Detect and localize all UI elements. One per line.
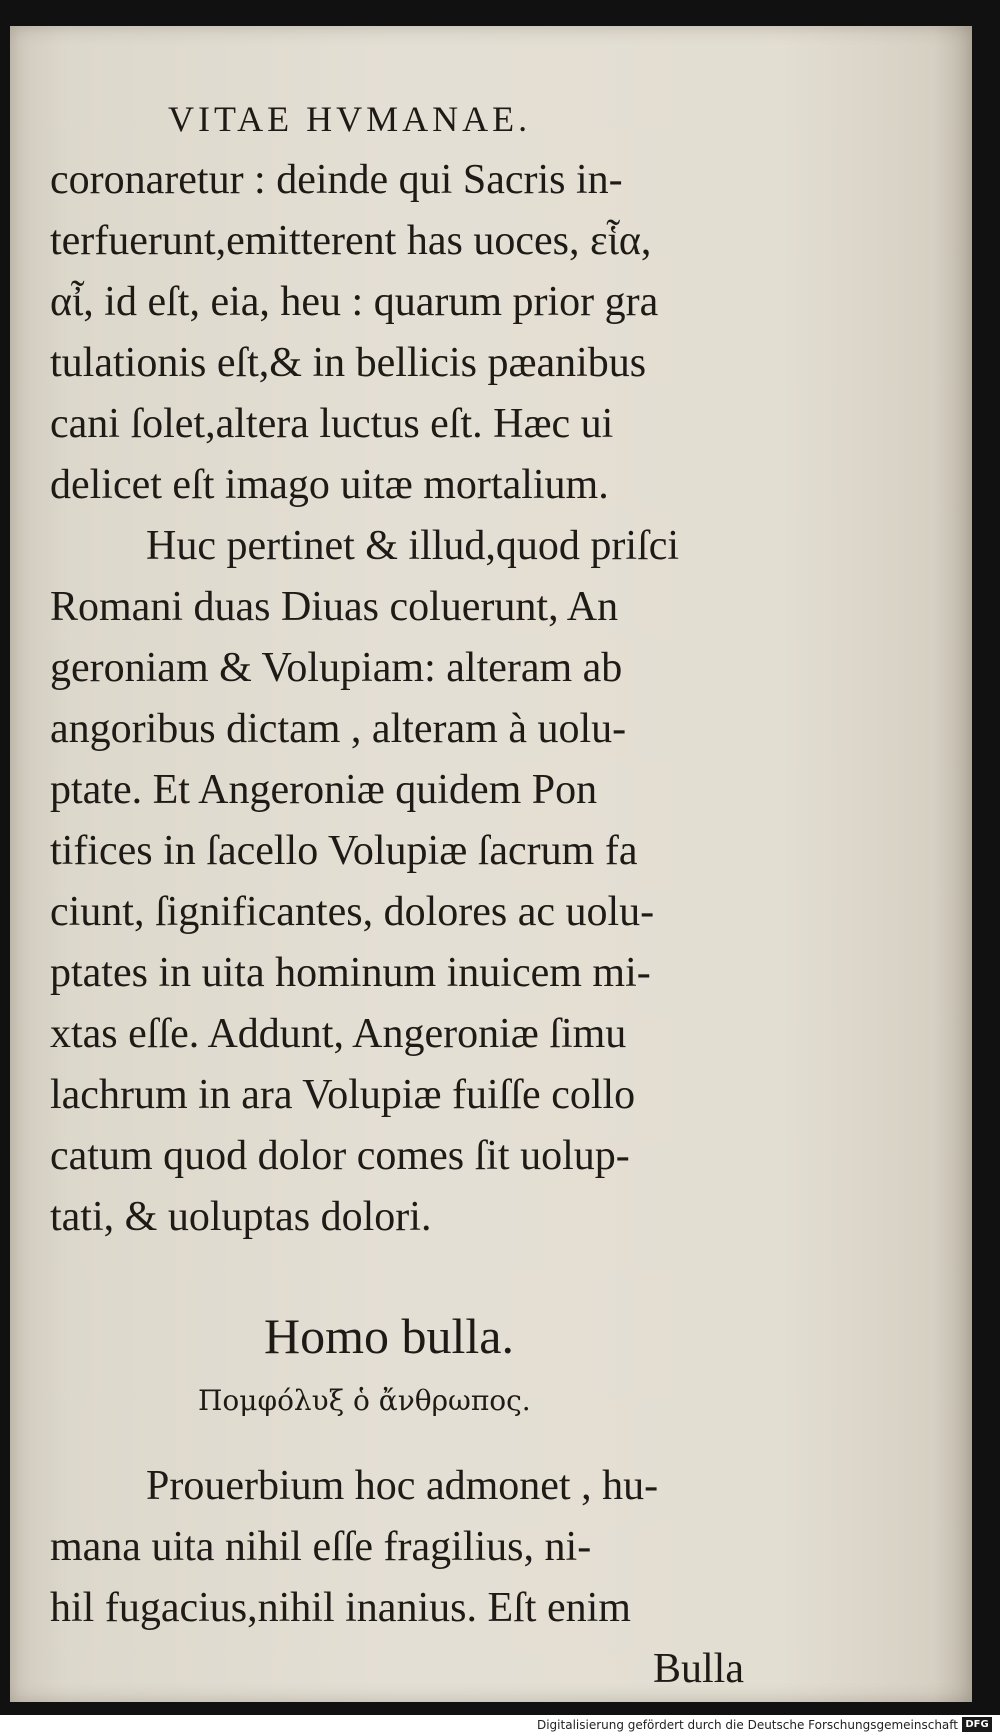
text-line: cani ſolet,altera luctus eſt. Hæc ui — [50, 401, 614, 447]
section-title: Homo bulla. — [264, 1308, 514, 1364]
text-line: terfuerunt,emitterent has uoces, εἷα, — [50, 218, 652, 264]
text-line: xtas eſſe. Addunt, Angeroniæ ſimu — [50, 1011, 627, 1057]
text-line: tifices in ſacello Volupiæ ſacrum fa — [50, 828, 638, 874]
book-page — [10, 26, 972, 1702]
text-line: delicet eſt imago uitæ mortalium. — [50, 462, 609, 508]
text-line: hil fugacius,nihil inanius. Eſt enim — [50, 1585, 631, 1631]
greek-subtitle: Πομφόλυξ ὁ ἄνθρωπος. — [198, 1384, 531, 1417]
page-text — [50, 94, 750, 1700]
text-line: angoribus dictam , alteram à uolu- — [50, 706, 627, 752]
paragraph-1 — [50, 150, 750, 516]
text-line: αἶ, id eſt, eia, heu : quarum prior gra — [50, 279, 659, 325]
text-line: lachrum in ara Volupiæ fuiſſe collo — [50, 1072, 636, 1118]
catchword: Bulla — [653, 1646, 744, 1692]
text-line: catum quod dolor comes ſit uolup- — [50, 1133, 630, 1179]
text-line: geroniam & Volupiam: alteram ab — [50, 645, 623, 691]
text-line: coronaretur : deinde qui Sacris in- — [50, 157, 623, 203]
text-line: Prouerbium hoc admonet , hu- — [146, 1463, 659, 1509]
text-line: ciunt, ſignificantes, dolores ac uolu- — [50, 889, 655, 935]
text-line: ptate. Et Angeroniæ quidem Pon — [50, 767, 598, 813]
text-line: ptates in uita hominum inuicem mi- — [50, 950, 651, 996]
paragraph-3 — [50, 1456, 750, 1639]
running-head: VITAE HVMANAE. — [168, 99, 532, 139]
text-line: tulationis eſt,& in bellicis pæanibus — [50, 340, 647, 386]
text-line: tati, & uoluptas dolori. — [50, 1194, 432, 1240]
text-line: Huc pertinet & illud,quod priſci — [146, 523, 680, 569]
text-line: Romani duas Diuas coluerunt, An — [50, 584, 619, 630]
dfg-logo: DFG — [962, 1717, 992, 1732]
text-line: mana uita nihil eſſe fragilius, ni- — [50, 1524, 592, 1570]
paragraph-2 — [50, 516, 750, 1248]
footer-credit: Digitalisierung gefördert durch die Deutsche Forschungsgemeinschaft — [536, 1718, 958, 1732]
